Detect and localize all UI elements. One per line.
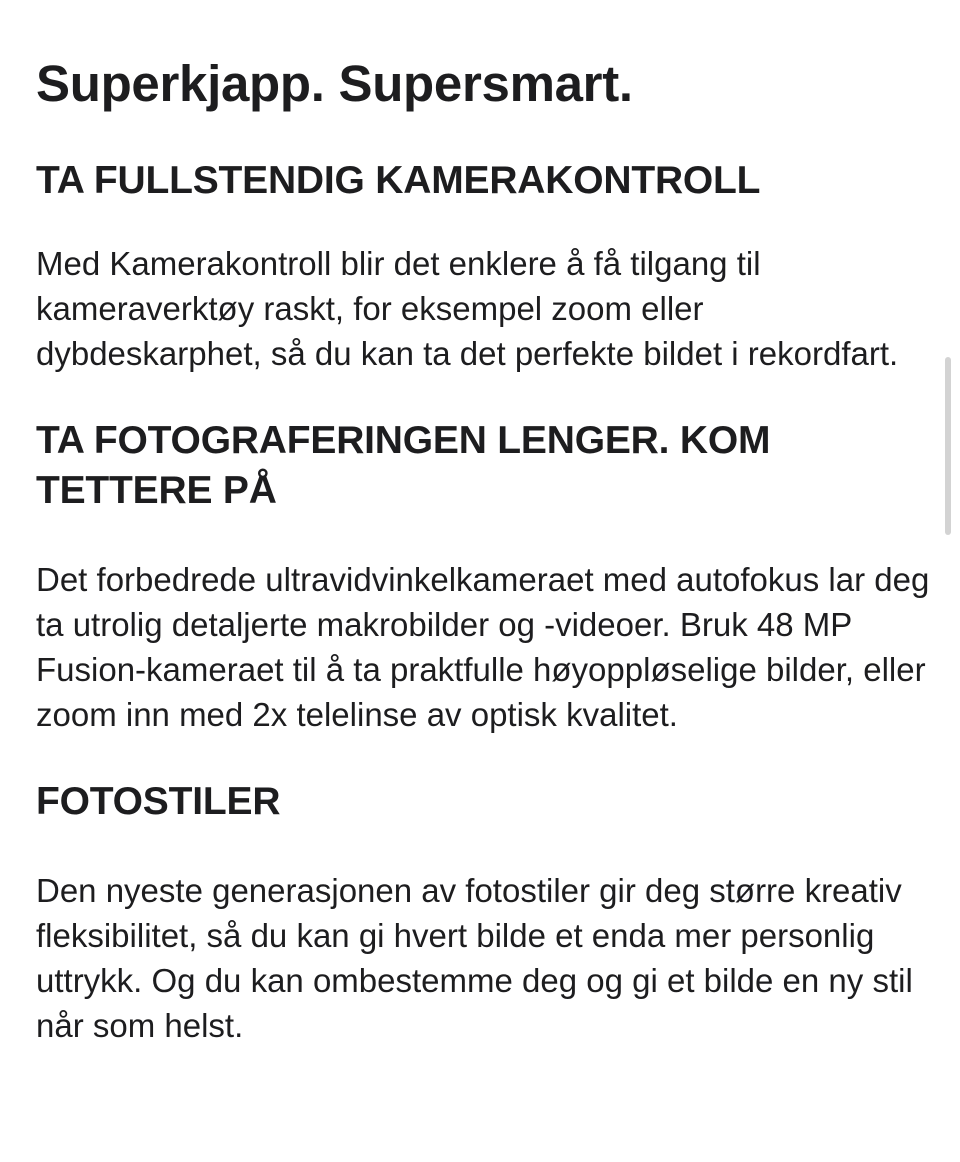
section-photography xyxy=(36,416,936,737)
section-heading-photography: TA FOTOGRAFERINGEN LENGER. KOM TETTERE PÅ xyxy=(36,419,771,512)
section-text-camera-control: Med Kamerakontroll blir det enklere å få tilgang til kameraverktøy raskt, for eksempel zoom eller dybdeskarphet, så du kan ta det perfekte bildet i rekordfart. xyxy=(36,245,899,372)
section-text-photo-styles: Den nyeste generasjonen av fotostiler gir deg større kreativ fleksibilitet, så du kan gi hvert bilde et enda mer personlig uttrykk. Og du kan ombestemme deg og gi et bilde en ny stil når som helst. xyxy=(36,872,913,1044)
content-column xyxy=(36,50,936,1048)
scroll-indicator[interactable] xyxy=(945,357,951,535)
section-photo-styles xyxy=(36,777,936,1048)
section-heading-camera-control: TA FULLSTENDIG KAMERAKONTROLL xyxy=(36,159,761,202)
section-text-photography: Det forbedrede ultravidvinkelkameraet med autofokus lar deg ta utrolig detaljerte makrobilder og -videoer. Bruk 48 MP Fusion-kameraet til å ta praktfulle høyoppløselige bilder, eller zoom inn med 2x telelinse av optisk kvalitet. xyxy=(36,561,930,733)
section-camera-control xyxy=(36,156,936,376)
page-headline: Superkjapp. Supersmart. xyxy=(36,55,633,112)
section-heading-photo-styles: FOTOSTILER xyxy=(36,780,281,823)
